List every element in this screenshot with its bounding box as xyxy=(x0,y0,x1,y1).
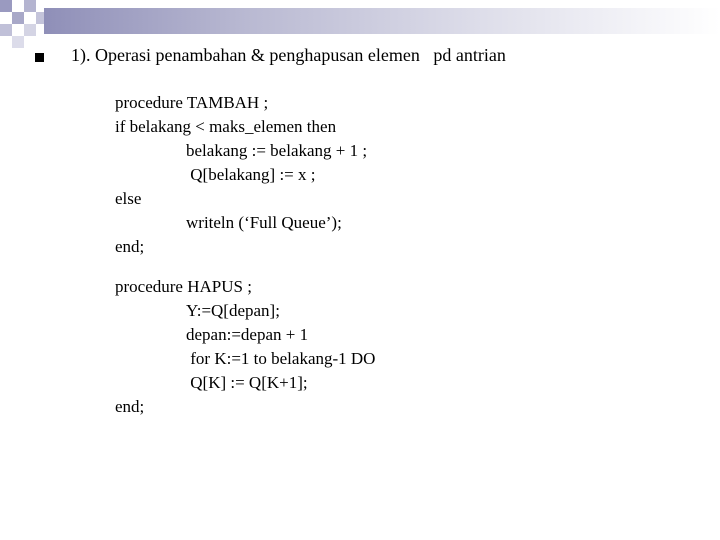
code-line: end; xyxy=(115,237,145,256)
square-bullet-icon xyxy=(35,53,44,62)
code-line: for K:=1 to belakang-1 DO xyxy=(186,349,376,368)
code-line: Y:=Q[depan]; xyxy=(186,301,280,320)
code-line: writeln (‘Full Queue’); xyxy=(186,213,342,232)
code-line: end; xyxy=(115,397,145,416)
code-line: if belakang < maks_elemen then xyxy=(115,117,337,136)
code-line: else xyxy=(115,189,142,208)
code-line: procedure HAPUS ; xyxy=(115,277,252,296)
code-line: depan:=depan + 1 xyxy=(186,325,309,344)
slide-heading: 1). Operasi penambahan & penghapusan elemen pd antrian xyxy=(71,45,506,65)
code-line: Q[belakang] := x ; xyxy=(186,165,316,184)
code-line: belakang := belakang + 1 ; xyxy=(186,141,368,160)
code-line: procedure TAMBAH ; xyxy=(115,93,269,112)
code-line: Q[K] := Q[K+1]; xyxy=(186,373,308,392)
title-gradient-bar xyxy=(44,8,720,34)
